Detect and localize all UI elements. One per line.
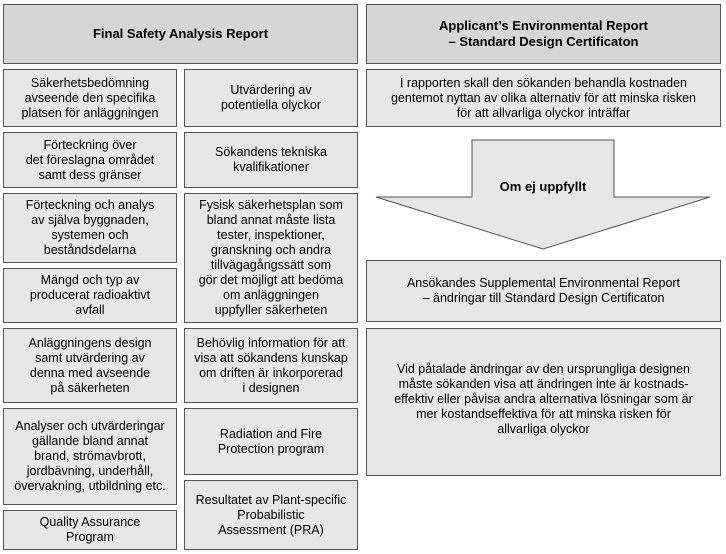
left-col1-box-4: Mängd och typ av producerat radioaktivt avfall — [3, 268, 177, 323]
left-col2-box-5: Radiation and Fire Protection program — [184, 408, 358, 475]
left-col1-box-3: Förteckning och analys av själva byggnaden, systemen och beståndsdelarna — [3, 193, 177, 263]
left-col1-box-5: Anläggningens design samt utvärdering av denna med avseende på säkerheten — [3, 328, 177, 403]
right-supplemental-box: Ansökandes Supplemental Environmental Report – ändringar till Standard Design Certificaton — [366, 260, 721, 322]
right-header: Applicant’s Environmental Report – Standard Design Certificaton — [366, 4, 721, 64]
left-col2-box-6: Resultatet av Plant-specific Probabilistic Assessment (PRA) — [184, 480, 358, 550]
right-intro-box: I rapporten skall den sökanden behandla kostnaden gentemot nyttan av olika alternativ för att minska risken för att allvarliga olyckor inträffar — [366, 69, 721, 127]
right-detail-box: Vid påtalade ändringar av den ursprungliga designen måste sökanden visa att ändringen inte är kostnads- effektiv eller påvisa andra alternativa lösningar som är mer kostandseffektiva för att minska risken för allvarliga olyckor — [366, 328, 721, 476]
left-header: Final Safety Analysis Report — [3, 4, 358, 64]
left-col2-box-4: Behövlig information för att visa att sökandens kunskap om driften är inkorporerad i designen — [184, 328, 358, 403]
left-col2-box-3: Fysisk säkerhetsplan som bland annat måste lista tester, inspektioner, granskning och andra tillvägagångssätt som gör det möjligt att bedöma om anläggningen uppfyller säkerheten — [184, 193, 358, 323]
left-col1-box-7: Quality Assurance Program — [3, 510, 177, 550]
left-col1-box-2: Förteckning över det föreslagna området samt dess gränser — [3, 132, 177, 188]
left-col1-box-1: Säkerhetsbedömning avseende den specifika platsen för anläggningen — [3, 69, 177, 127]
arrow-label: Om ej uppfyllt — [499, 179, 587, 194]
left-col1-box-6: Analyser och utvärderingar gällande bland annat brand, strömavbrott, jordbävning, underhåll, övervakning, utbildning etc. — [3, 408, 177, 505]
left-col2-box-1: Utvärdering av potentiella olyckor — [184, 69, 358, 127]
left-col2-box-2: Sökandens tekniska kvalifikationer — [184, 132, 358, 188]
